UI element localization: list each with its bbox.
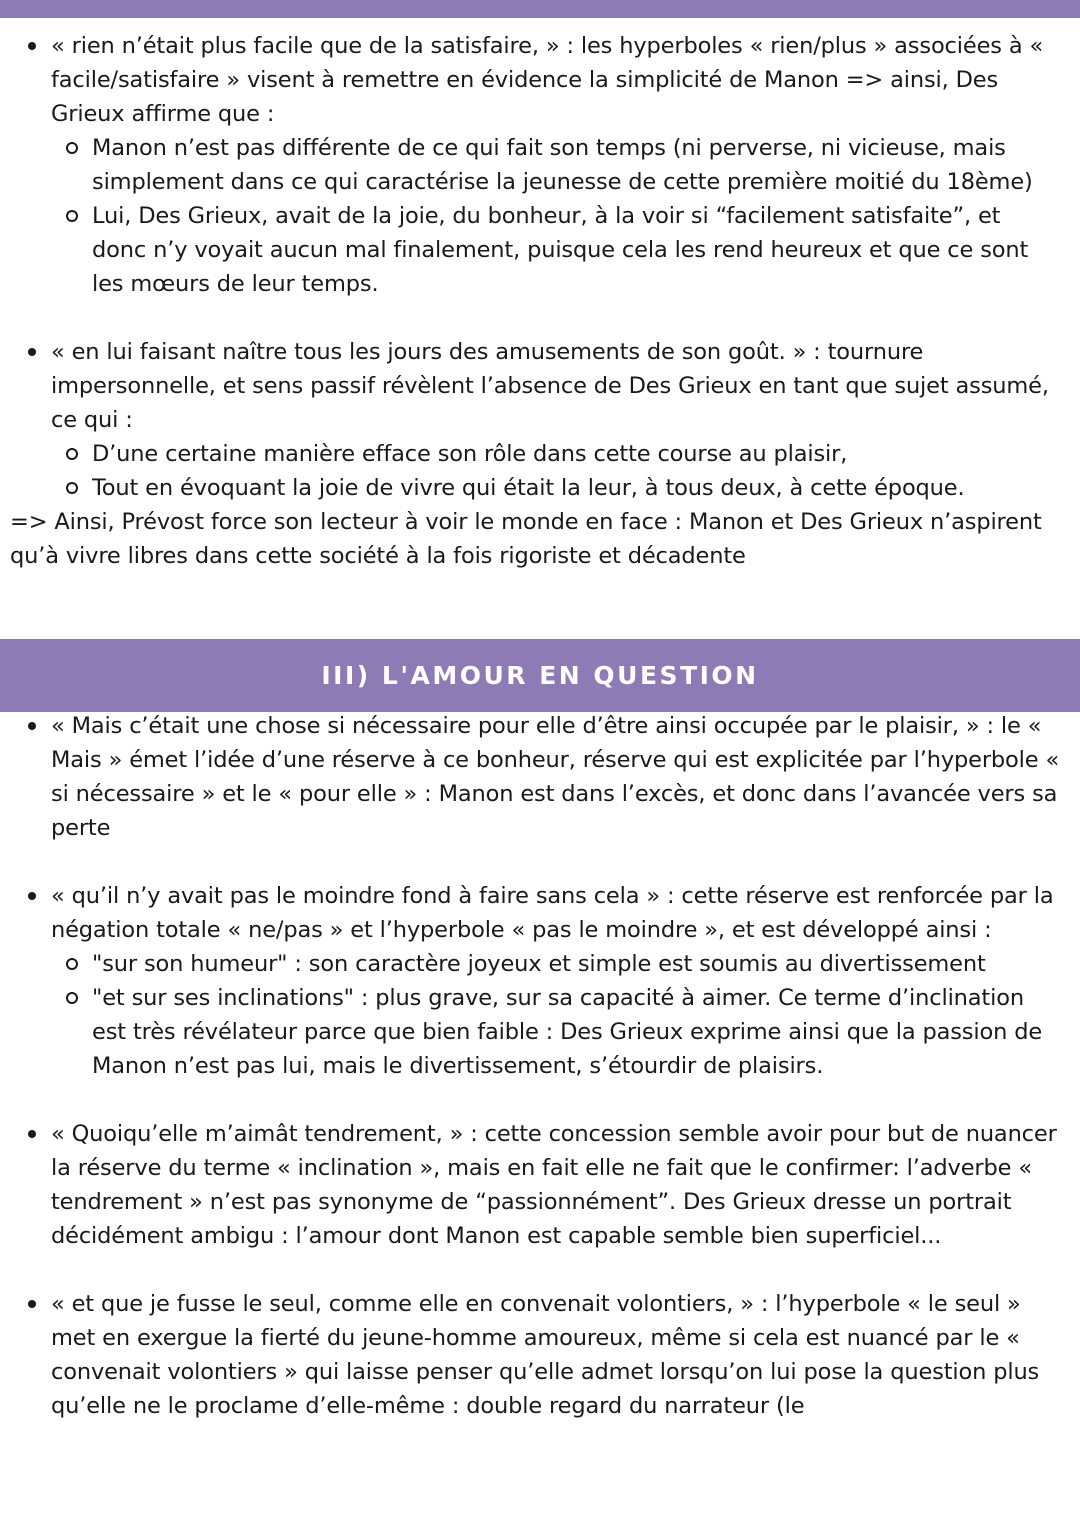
bullet-text: « rien n’était plus facile que de la satisfaire, » : les hyperboles « rien/plus » associées à « facile/satisfaire » visent à remettre en évidence la simplicité de Manon => ainsi, Des Grieux affirme que :	[51, 33, 1044, 127]
section-2-content	[0, 709, 1080, 1423]
spacer	[0, 1253, 1080, 1287]
section-1-content	[0, 29, 1080, 573]
list-item	[0, 335, 1080, 505]
list-item	[0, 709, 1080, 845]
spacer	[0, 301, 1080, 335]
sub-list	[51, 437, 1060, 505]
conclusion-text: => Ainsi, Prévost force son lecteur à voir le monde en face : Manon et Des Grieux n’aspirent qu’à vivre libres dans cette société à la fois rigoriste et décadente	[10, 509, 1042, 569]
bullet-text: « Mais c’était une chose si nécessaire pour elle d’être ainsi occupée par le plaisir, » : le « Mais » émet l’idée d’une réserve à ce bonheur, réserve qui est explicitée par l’hyperbole « si nécessaire » et le « pour elle » : Manon est dans l’excès, et donc dans l’avancée vers sa perte	[51, 713, 1060, 841]
list-item	[0, 29, 1080, 301]
list-item	[0, 879, 1080, 1083]
spacer	[0, 1083, 1080, 1117]
bullet-text: « Quoiqu’elle m’aimât tendrement, » : cette concession semble avoir pour but de nuancer la réserve du terme « inclination », mais en fait elle ne fait que le confirmer: l’adverbe « tendrement » n’est pas synonyme de “passionnément”. Des Grieux dresse un portrait décidément ambigu : l’amour dont Manon est capable semble bien superficiel...	[51, 1121, 1057, 1249]
list-item	[0, 1117, 1080, 1253]
sub-list-item: "sur son humeur" : son caractère joyeux et simple est soumis au divertissement	[51, 947, 1060, 981]
bullet-text: « qu’il n’y avait pas le moindre fond à faire sans cela » : cette réserve est renforcée par la négation totale « ne/pas » et l’hyperbole « pas le moindre », et est développé ainsi :	[51, 883, 1054, 943]
top-accent-bar	[0, 0, 1080, 18]
sub-list	[51, 947, 1060, 1083]
sub-list	[51, 131, 1060, 301]
bullet-text: « et que je fusse le seul, comme elle en convenait volontiers, » : l’hyperbole « le seul » met en exergue la fierté du jeune-homme amoureux, même si cela est nuancé par le « convenait volontiers » qui laisse penser qu’elle admet lorsqu’on lui pose la question plus qu’elle ne le proclame d’elle-même : double regard du narrateur (le	[51, 1291, 1040, 1419]
list-item	[0, 1287, 1080, 1423]
sub-list-item: "et sur ses inclinations" : plus grave, sur sa capacité à aimer. Ce terme d’inclination est très révélateur parce que bien faible : Des Grieux exprime ainsi que la passion de Manon n’est pas lui, mais le divertissement, s’étourdir de plaisirs.	[51, 981, 1060, 1083]
sub-list-item: D’une certaine manière efface son rôle dans cette course au plaisir,	[51, 437, 1060, 471]
spacer	[0, 845, 1080, 879]
sub-list-item: Manon n’est pas différente de ce qui fait son temps (ni perverse, ni vicieuse, mais simplement dans ce qui caractérise la jeunesse de cette première moitié du 18ème)	[51, 131, 1060, 199]
sub-list-item: Tout en évoquant la joie de vivre qui était la leur, à tous deux, à cette époque.	[51, 471, 1060, 505]
sub-list-item: Lui, Des Grieux, avait de la joie, du bonheur, à la voir si “facilement satisfaite”, et donc n’y voyait aucun mal finalement, puisque cela les rend heureux et que ce sont les mœurs de leur temps.	[51, 199, 1060, 301]
section-2-bullets	[0, 709, 1080, 1423]
section-1-bullets	[0, 29, 1080, 505]
bullet-text: « en lui faisant naître tous les jours des amusements de son goût. » : tournure impersonnelle, et sens passif révèlent l’absence de Des Grieux en tant que sujet assumé, ce qui :	[51, 339, 1049, 433]
section-heading: III) L'AMOUR EN QUESTION	[0, 639, 1080, 712]
